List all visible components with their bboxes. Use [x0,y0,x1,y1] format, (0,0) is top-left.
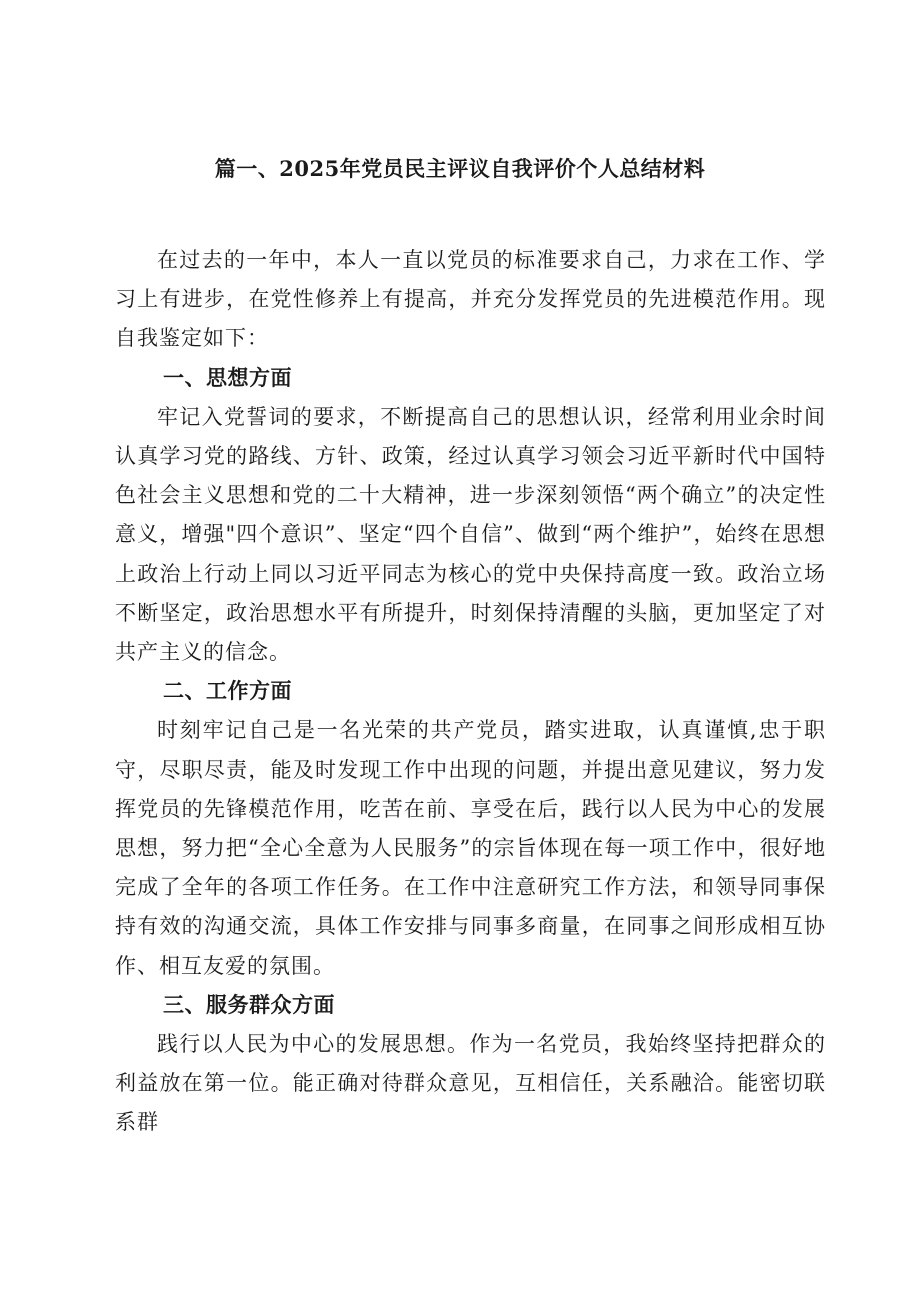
document-body [115,241,826,1143]
section-body-service: 践行以人民为中心的发展思想。作为一名党员，我始终坚持把群众的利益放在第一位。能正确对待群众意见，互相信任，关系融洽。能密切联系群 [115,1032,826,1135]
section-body-ideology: 牢记入党誓词的要求，不断提高自己的思想认识，经常利用业余时间认真学习党的路线、方针、政策，经过认真学习领会习近平新时代中国特色社会主义思想和党的二十大精神，进一步深刻领悟“两个确立”的决定性意义，增强"四个意识”、坚定“四个自信”、做到“两个维护”，始终在思想上政治上行动上同以习近平同志为核心的党中央保持高度一致。政治立场不断坚定，政治思想水平有所提升，时刻保持清醒的头脑，更加坚定了对共产主义的信念。 [115,404,826,665]
section-heading-service: 三、服务群众方面 [163,992,335,1017]
section-body-work: 时刻牢记自己是一名光荣的共产党员，踏实进取，认真谨慎,忠于职守，尽职尽责，能及时发现工作中出现的问题，并提出意见建议，努力发挥党员的先锋模范作用，吃苦在前、享受在后，践行以人民为中心的发展思想，努力把“全心全意为人民服务”的宗旨体现在每一项工作中，很好地完成了全年的各项工作任务。在工作中注意研究工作方法，和领导同事保持有效的沟通交流，具体工作安排与同事多商量，在同事之间形成相互协作、相互友爱的氛围。 [115,718,826,978]
section-heading-work: 二、工作方面 [163,679,292,704]
section-heading-ideology: 一、思想方面 [163,365,292,390]
document-title: 篇一、2025年党员民主评议自我评价个人总结材料 [214,156,706,181]
intro-paragraph: 在过去的一年中，本人一直以党员的标准要求自己，力求在工作、学习上有进步，在党性修养上有提高，并充分发挥党员的先进模范作用。现自我鉴定如下： [115,248,826,351]
